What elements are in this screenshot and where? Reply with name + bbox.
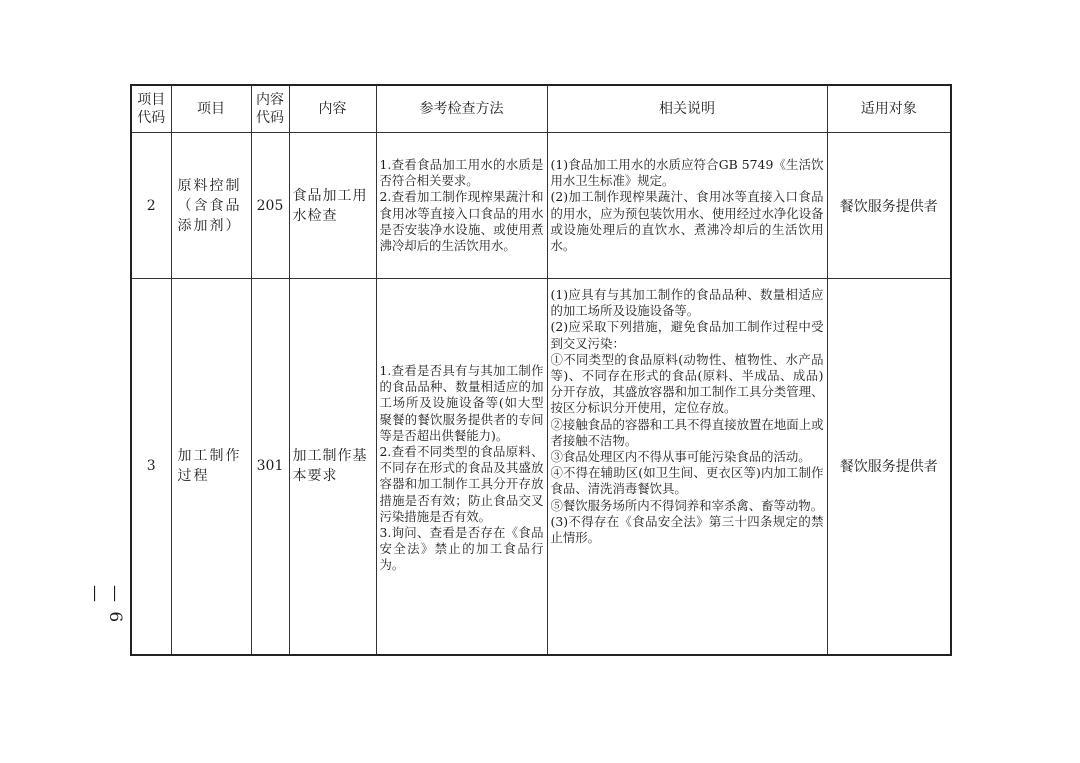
header-method: 参考检查方法 [376, 85, 547, 133]
content-code-cell: 205 [251, 133, 289, 279]
inspection-table [130, 84, 952, 656]
description-line: (2)应采取下列措施，避免食品加工制作过程中受到交叉污染： [550, 319, 824, 351]
method-line: 3.询问、查看是否存在《食品安全法》禁止的加工食品行为。 [379, 524, 544, 573]
method-cell [376, 279, 547, 655]
description-line: (1)应具有与其加工制作的食品品种、数量相适应的加工场所及设施设备等。 [550, 287, 824, 319]
header-content-code: 内容代码 [251, 85, 289, 133]
method-line: 2.查看加工制作现榨果蔬汁和食用冰等直接入口食品的用水是否安装净水设施、或使用煮沸冷却后的生活饮用水。 [379, 189, 544, 253]
description-line: ④不得在辅助区(如卫生间、更衣区等)内加工制作食品、清洗消毒餐饮具。 [550, 465, 824, 497]
header-project: 项目 [171, 85, 251, 133]
project-cell: 加工制作过程 [171, 279, 251, 655]
item-code-cell: 3 [131, 279, 171, 655]
page-number: — 6 — [85, 585, 125, 625]
table-row [131, 133, 951, 279]
description-line: ①不同类型的食品原料(动物性、植物性、水产品等)、不同存在形式的食品(原料、半成品、成品)分开存放，其盛放容器和加工制作工具分类管理、按区分标识分开使用，定位存放。 [550, 351, 824, 416]
table-header-row [131, 85, 951, 133]
project-cell: 原料控制（含食品添加剂） [171, 133, 251, 279]
description-line: ⑤餐饮服务场所内不得饲养和宰杀禽、畜等动物。 [550, 497, 824, 513]
item-code-cell: 2 [131, 133, 171, 279]
header-target: 适用对象 [827, 85, 951, 133]
description-cell [547, 279, 827, 655]
header-item-code: 项目代码 [131, 85, 171, 133]
header-description: 相关说明 [547, 85, 827, 133]
description-line: (2)加工制作现榨果蔬汁、食用冰等直接入口食品的用水，应为预包装饮用水、使用经过水净化设备或设施处理后的直饮水、煮沸冷却后的生活饮用水。 [550, 189, 824, 253]
target-cell: 餐饮服务提供者 [827, 133, 951, 279]
description-line: (1)食品加工用水的水质应符合GB 5749《生活饮用水卫生标准》规定。 [550, 156, 824, 189]
method-line: 2.查看不同类型的食品原料、不同存在形式的食品及其盛放容器和加工制作工具分开存放措施是否有效；防止食品交叉污染措施是否有效。 [379, 443, 544, 524]
header-content: 内容 [289, 85, 376, 133]
content-code-cell: 301 [251, 279, 289, 655]
description-cell [547, 133, 827, 279]
description-line: ②接触食品的容器和工具不得直接放置在地面上或者接触不洁物。 [550, 416, 824, 448]
content-cell: 食品加工用水检查 [289, 133, 376, 279]
method-cell [376, 133, 547, 279]
description-line: ③食品处理区内不得从事可能污染食品的活动。 [550, 449, 811, 465]
table-row [131, 279, 951, 655]
target-cell: 餐饮服务提供者 [827, 279, 951, 655]
description-line: (3)不得存在《食品安全法》第三十四条规定的禁止情形。 [550, 513, 824, 546]
method-line: 1.查看是否具有与其加工制作的食品品种、数量相适应的加工场所及设施设备等(如大型聚餐的餐饮服务提供者的专间等是否超出供餐能力)。 [379, 362, 544, 443]
method-line: 1.查看食品加工用水的水质是否符合相关要求。 [379, 156, 544, 189]
content-cell: 加工制作基本要求 [289, 279, 376, 655]
